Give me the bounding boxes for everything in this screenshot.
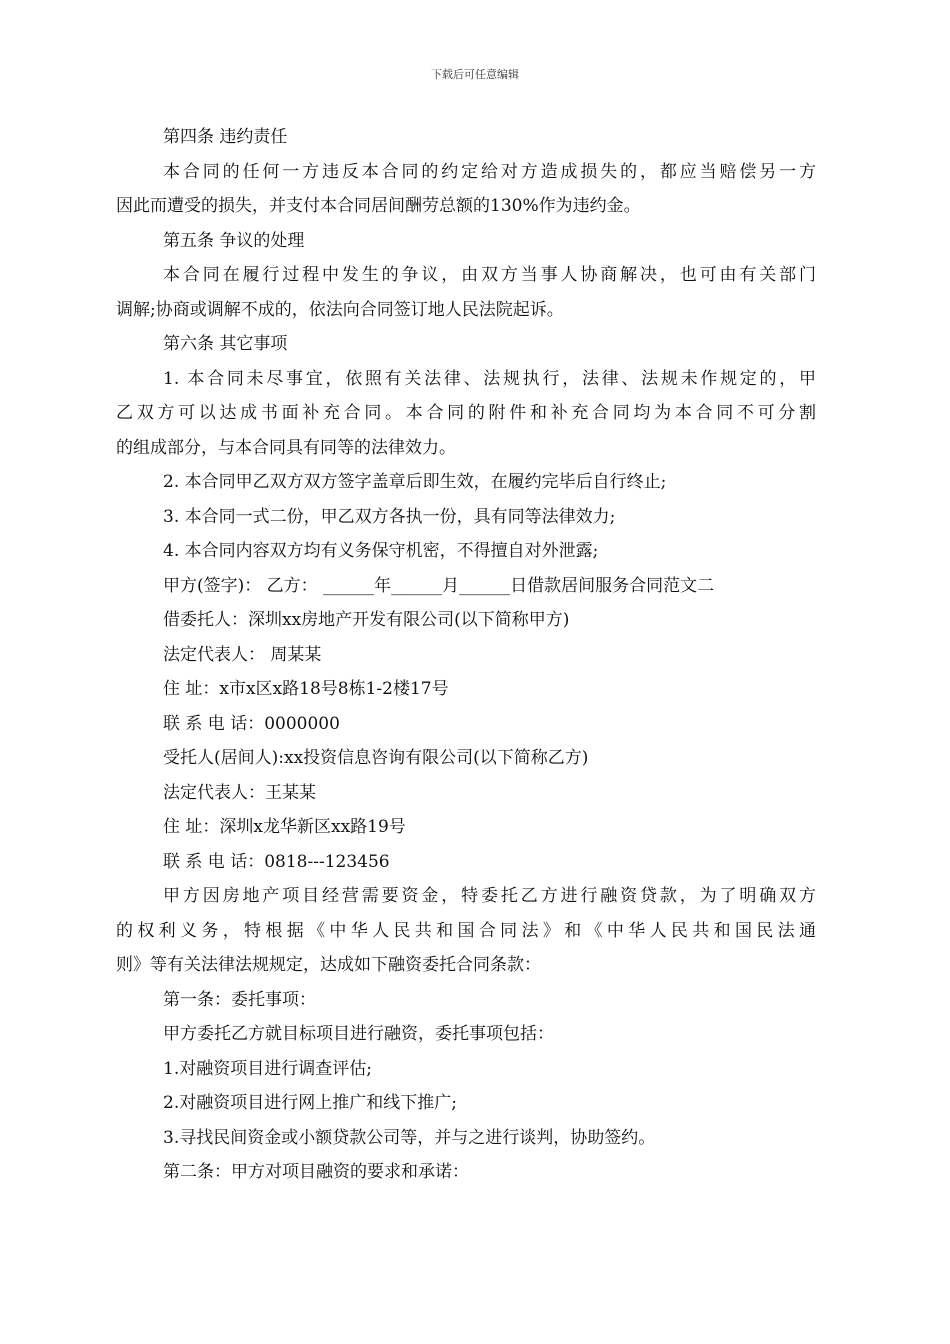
- list-item-line: 4. 本合同内容双方均有义务保守机密，不得擅自对外泄露;: [163, 541, 599, 561]
- paragraph-line: 本合同在履行过程中发生的争议，由双方当事人协商解决，也可由有关部门: [163, 265, 816, 285]
- party-info-line: 住 址：x市x区x路18号8栋1-2楼17号: [163, 679, 449, 699]
- article-heading: 第一条：委托事项：: [163, 989, 316, 1010]
- article-heading: 第四条 违约责任: [163, 127, 288, 147]
- party-info-line: 联 系 电 话：0000000: [163, 713, 340, 734]
- list-item-line: 3. 本合同一式二份，甲乙双方各执一份，具有同等法律效力;: [163, 506, 616, 527]
- paragraph-line: 则》等有关法律法规规定，达成如下融资委托合同条款：: [116, 955, 541, 975]
- party-info-line: 联 系 电 话：0818---123456: [163, 851, 390, 872]
- article-heading: 第六条 其它事项: [163, 334, 288, 354]
- paragraph-line: 的权利义务，特根据《中华人民共和国合同法》和《中华人民共和国民法通: [116, 920, 816, 941]
- list-item-line: 的组成部分，与本合同具有同等的法律效力。: [116, 437, 456, 458]
- list-item-line: 2.对融资项目进行网上推广和线下推广;: [163, 1093, 457, 1113]
- list-item-line: 乙双方可以达成书面补充合同。本合同的附件和补充合同均为本合同不可分割: [116, 403, 816, 423]
- article-heading: 第二条：甲方对项目融资的要求和承诺：: [163, 1162, 469, 1182]
- document-body: [116, 120, 816, 1190]
- list-item-line: 1.对融资项目进行调查评估;: [163, 1058, 372, 1079]
- party-info-line: 法定代表人： 周某某: [163, 644, 322, 665]
- paragraph-line: 本合同的任何一方违反本合同的约定给对方造成损失的，都应当赔偿另一方: [163, 161, 816, 182]
- signature-line: 甲方(签字)： 乙方： ______年______月______日借款居间服务合同范文二: [163, 575, 715, 596]
- paragraph-line: 调解;协商或调解不成的，依法向合同签订地人民法院起诉。: [116, 299, 564, 320]
- list-item-line: 3.寻找民间资金或小额贷款公司等，并与之进行谈判，协助签约。: [163, 1127, 656, 1148]
- paragraph-line: 甲方因房地产项目经营需要资金，特委托乙方进行融资贷款，为了明确双方: [163, 886, 816, 906]
- paragraph-line: 甲方委托乙方就目标项目进行融资，委托事项包括：: [163, 1024, 554, 1044]
- party-info-line: 住 址：深圳x龙华新区xx路19号: [163, 817, 406, 837]
- list-item-line: 2. 本合同甲乙双方双方签字盖章后即生效，在履约完毕后自行终止;: [163, 472, 667, 492]
- party-info-line: 借委托人：深圳xx房地产开发有限公司(以下简称甲方): [163, 610, 570, 630]
- paragraph-line: 因此而遭受的损失，并支付本合同居间酬劳总额的130%作为违约金。: [116, 196, 641, 216]
- header-note: 下载后可任意编辑: [431, 68, 519, 81]
- list-item-line: 1. 本合同未尽事宜，依照有关法律、法规执行，法律、法规未作规定的，甲: [163, 368, 816, 389]
- article-heading: 第五条 争议的处理: [163, 230, 305, 251]
- party-info-line: 法定代表人：王某某: [163, 782, 316, 803]
- party-info-line: 受托人(居间人):xx投资信息咨询有限公司(以下简称乙方): [163, 748, 589, 768]
